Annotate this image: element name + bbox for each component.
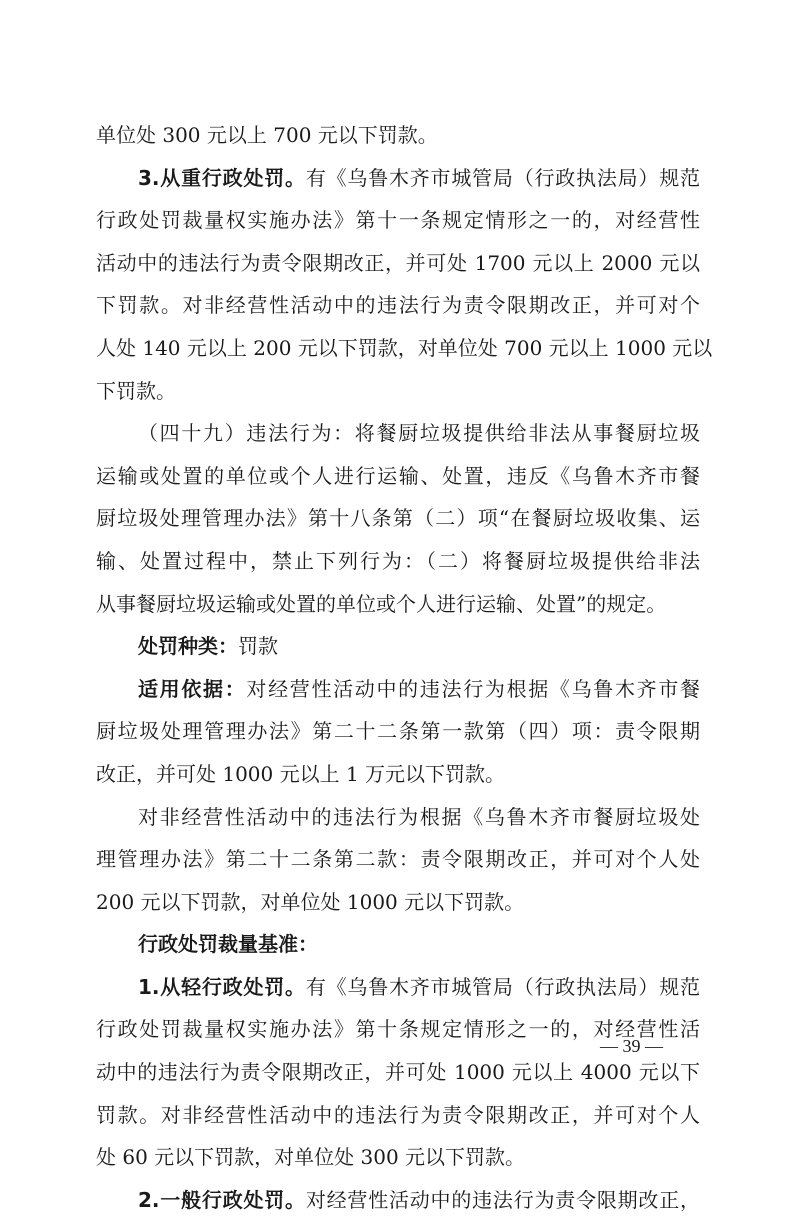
line-text: 罚款	[238, 634, 278, 659]
text-line	[96, 753, 700, 796]
line-text: 人处 140 元以上 200 元以下罚款，对单位处 700 元以上 1000 元以	[96, 335, 713, 360]
bold-heading: 2.一般行政处罚。	[138, 1187, 306, 1212]
line-text: 理管理办法》第二十二条第二款：责令限期改正，并可对个人处	[96, 847, 700, 872]
line-text: 输、处置过程中，禁止下列行为：（二）将餐厨垃圾提供给非法	[96, 548, 700, 573]
text-line	[96, 114, 700, 157]
line-text: 动中的违法行为责令限期改正，并可处 1000 元以上 4000 元以下	[96, 1060, 700, 1085]
text-line	[96, 881, 700, 924]
text-line	[96, 327, 713, 370]
line-text: 行政处罚裁量权实施办法》第十条规定情形之一的，对经营性活	[96, 1017, 700, 1042]
line-text: 对经营性活动中的违法行为责令限期改正，	[305, 1187, 701, 1212]
line-text: （四十九）违法行为：将餐厨垃圾提供给非法从事餐厨垃圾	[138, 421, 700, 446]
text-line	[96, 455, 700, 498]
text-line	[96, 583, 700, 626]
bold-heading: 1.从轻行政处罚。	[138, 974, 306, 999]
text-line	[96, 838, 700, 881]
line-text: 200 元以下罚款，对单位处 1000 元以下罚款。	[96, 889, 525, 914]
text-line	[96, 1179, 700, 1221]
text-line	[96, 710, 700, 753]
page-number: — 39 —	[600, 1036, 663, 1056]
line-text: 下罚款。	[96, 378, 176, 403]
text-line	[96, 284, 700, 327]
text-line	[96, 966, 700, 1009]
line-text: 厨垃圾处理管理办法》第十八条第（二）项“在餐厨垃圾收集、运	[96, 506, 700, 531]
line-text: 处 60 元以下罚款，对单位处 300 元以下罚款。	[96, 1145, 526, 1170]
bold-heading: 处罚种类：	[138, 634, 238, 659]
text-line	[96, 412, 700, 455]
line-text: 运输或处置的单位或个人进行运输、处置，违反《乌鲁木齐市餐	[96, 463, 700, 488]
line-text: 从事餐厨垃圾运输或处置的单位或个人进行运输、处置”的规定。	[96, 591, 667, 616]
text-line	[96, 796, 700, 839]
line-text: 改正，并可处 1000 元以上 1 万元以下罚款。	[96, 761, 506, 786]
line-text: 下罚款。对非经营性活动中的违法行为责令限期改正，并可对个	[96, 293, 700, 318]
text-line	[96, 242, 700, 285]
line-text: 厨垃圾处理管理办法》第二十二条第一款第（四）项：责令限期	[96, 719, 700, 744]
text-line	[96, 370, 700, 413]
line-text: 活动中的违法行为责令限期改正，并可处 1700 元以上 2000 元以	[96, 250, 700, 275]
line-text: 单位处 300 元以上 700 元以下罚款。	[96, 123, 438, 147]
text-line	[96, 157, 700, 200]
bold-heading: 3.从重行政处罚。	[138, 165, 306, 190]
text-line	[96, 540, 700, 583]
text-line	[96, 1051, 700, 1094]
line-text: 对非经营性活动中的违法行为根据《乌鲁木齐市餐厨垃圾处	[138, 804, 700, 829]
text-line	[96, 625, 700, 668]
line-text: 有《乌鲁木齐市城管局（行政执法局）规范	[305, 165, 701, 190]
text-line	[96, 1136, 700, 1179]
line-text: 罚款。对非经营性活动中的违法行为责令限期改正，并可对个人	[96, 1102, 700, 1127]
bold-heading: 适用依据：	[138, 676, 247, 701]
line-text: 对经营性活动中的违法行为根据《乌鲁木齐市餐	[246, 676, 701, 701]
text-line	[96, 923, 700, 966]
text-line	[96, 1094, 700, 1137]
bold-heading: 行政处罚裁量基准：	[138, 932, 318, 957]
line-text: 有《乌鲁木齐市城管局（行政执法局）规范	[305, 974, 701, 999]
text-line	[96, 497, 700, 540]
line-text: 行政处罚裁量权实施办法》第十一条规定情形之一的，对经营性	[96, 208, 700, 233]
text-line	[96, 199, 700, 242]
text-line	[96, 668, 700, 711]
